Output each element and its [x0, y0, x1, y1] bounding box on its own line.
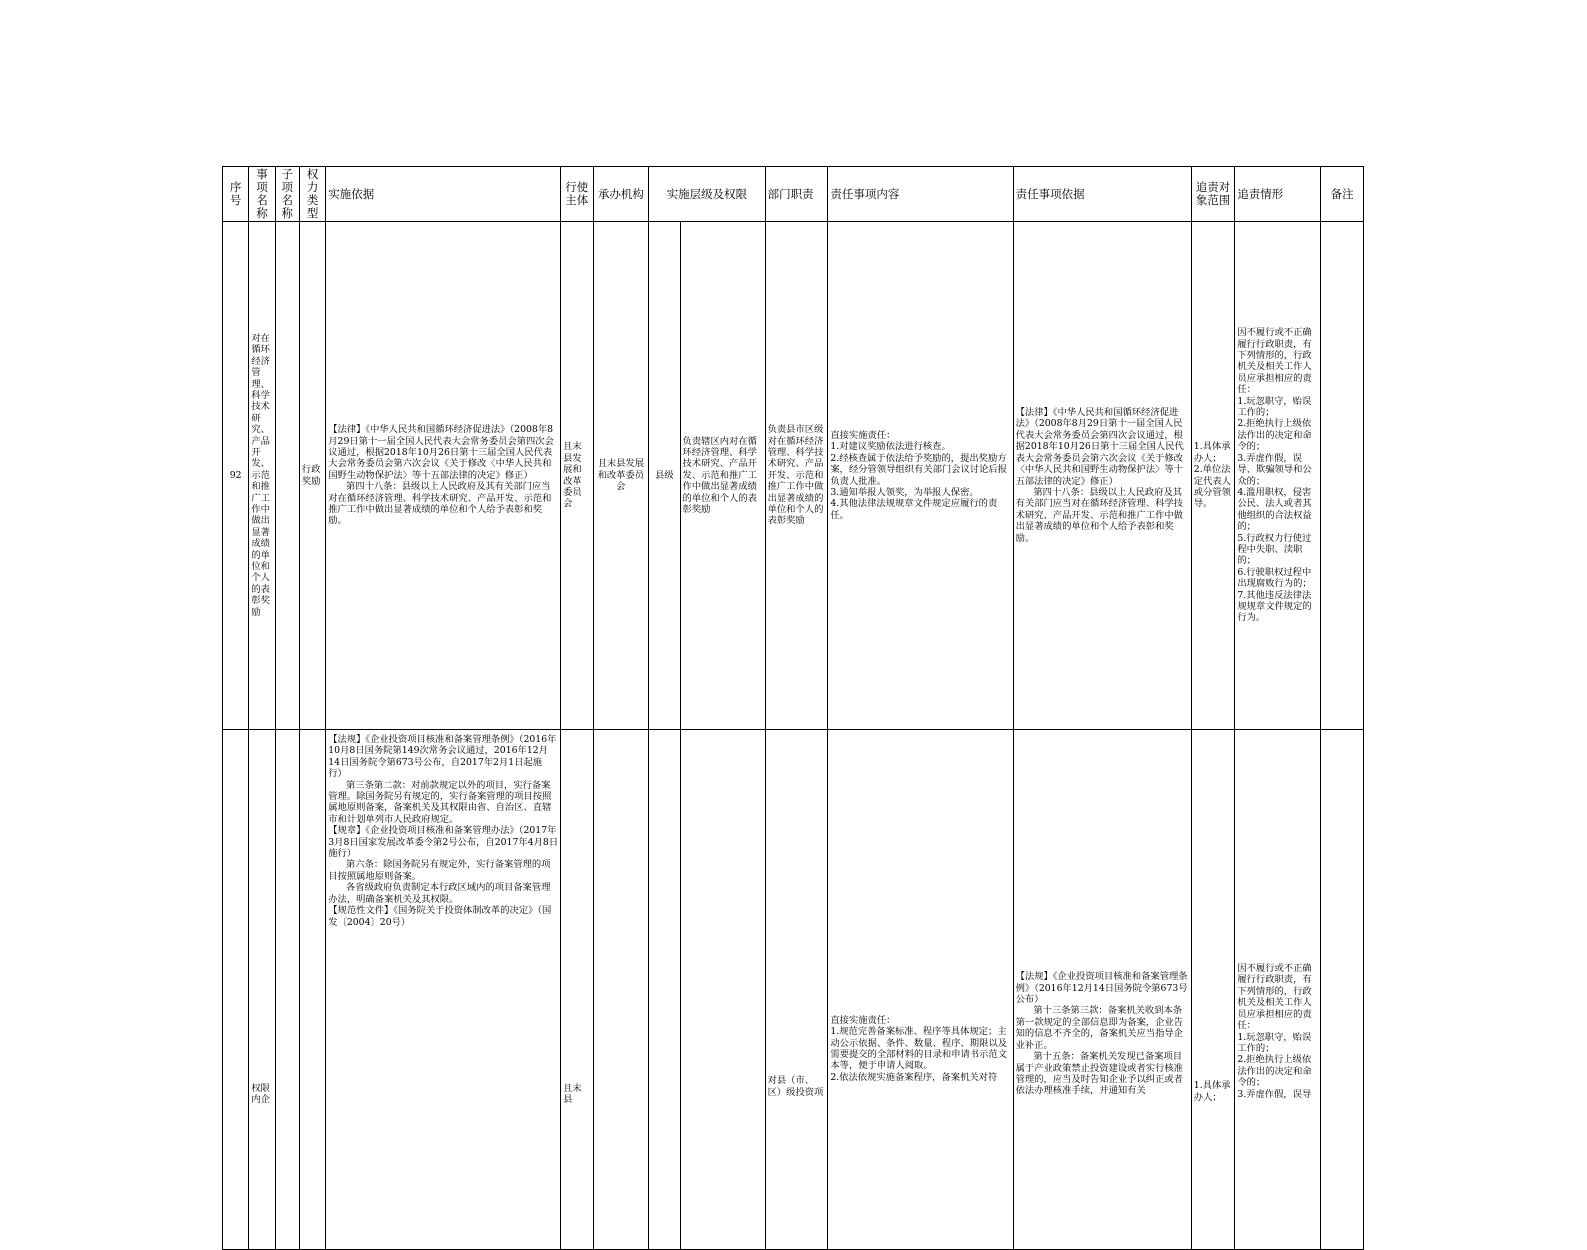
cell-item-name: 权限内企 — [249, 730, 275, 1250]
header-scope: 追责对象范围 — [1191, 167, 1235, 222]
cell-power-type — [299, 730, 325, 1250]
header-level: 实施层级及权限 — [649, 167, 765, 222]
cell-remark — [1321, 730, 1364, 1250]
table-row — [223, 730, 1364, 1250]
cell-level: 县级 — [649, 222, 680, 730]
cell-situation: 因不履行或不正确履行行政职责，有下列情形的，行政机关及相关工作人员应承担相应的责任： 1.玩忽职守，贻误工作的； 2.拒绝执行上级依法作出的决定和命令的； 3.弄虚作假，误导、欺骗领导和公众的； 4.滥用职权，侵害公民、法人或者其他组织的合法权益的； 5.行政权力行使过程中失职、渎职的； 6.行驶职权过程中出现腐败行为的； 7.其他违反法律法规规章文件规定的行为。 — [1235, 222, 1321, 730]
cell-subject: 且末县 — [561, 730, 593, 1250]
header-seq: 序号 — [223, 167, 249, 222]
cell-dept-duty: 负责县市区级对在循环经济管理、科学技术研究、产品开发、示范和推广工作中做出显著成绩的单位和个人的表彰奖励 — [765, 222, 828, 730]
header-sub-item: 子项名称 — [275, 167, 299, 222]
cell-resp-basis: 【法律】《中华人民共和国循环经济促进法》（2008年8月29日第十一届全国人民代表大会常务委员会第四次会议通过，根据2018年10月26日第十三届全国人民代表大会常务委员会第六次会议《关于修改〈中华人民共和国野生动物保护法〉等十五部法律的决定》修正） 第四十八条：县级以上人民政府及其有关部门应当对在循环经济管理、科学技术研究、产品开发、示范和推广工作中做出显著成绩的单位和个人给予表彰和奖励。 — [1013, 222, 1191, 730]
responsibility-list-table — [222, 166, 1364, 1105]
cell-scope: 1.具体承办人； 2.单位法定代表人或分管领导。 — [1191, 222, 1235, 730]
header-row — [223, 167, 1364, 222]
cell-basis: 【法律】《中华人民共和国循环经济促进法》（2008年8月29日第十一届全国人民代表大会常务委员会第四次会议通过，根据2018年10月26日第十三届全国人民代表大会常务委员会第六次会议《关于修改〈中华人民共和国野生动物保护法〉等十五部法律的决定》修正） 第四十八条：县级以上人民政府及其有关部门应当对在循环经济管理、科学技术研究、产品开发、示范和推广工作中做出显著成绩的单位和个人给予表彰和奖励。 — [326, 222, 561, 730]
cell-subject: 且末县发展和改革委员会 — [561, 222, 593, 730]
header-subject: 行使主体 — [561, 167, 593, 222]
header-item-name: 事项名称 — [249, 167, 275, 222]
header-basis: 实施依据 — [326, 167, 561, 222]
cell-situation: 因不履行或不正确履行行政职责，有下列情形的，行政机关及相关工作人员应承担相应的责任： 1.玩忽职守，贻误工作的； 2.拒绝执行上级依法作出的决定和命令的； 3.弄虚作假，误导 — [1235, 730, 1321, 1250]
header-situation: 追责情形 — [1235, 167, 1321, 222]
cell-level — [649, 730, 680, 1250]
cell-sub-item — [275, 222, 299, 730]
cell-agency — [593, 730, 649, 1250]
cell-remark — [1321, 222, 1364, 730]
cell-scope: 1.具体承办人； — [1191, 730, 1235, 1250]
cell-resp-content: 直接实施责任： 1.规范完善备案标准、程序等具体规定；主动公示依据、条件、数量、程序、期限以及需要提交的全部材料的目录和申请书示范文本等，便于申请人阅取。 2.依法依规实施备案程序，备案机关对符 — [828, 730, 1013, 1250]
header-power-type: 权力类型 — [299, 167, 325, 222]
header-resp-content: 责任事项内容 — [828, 167, 1013, 222]
header-remark: 备注 — [1321, 167, 1364, 222]
cell-power-type: 行政奖励 — [299, 222, 325, 730]
cell-seq: 92 — [223, 222, 249, 730]
table-row — [223, 222, 1364, 730]
cell-seq — [223, 730, 249, 1250]
cell-basis: 【法规】《企业投资项目核准和备案管理条例》（2016年10月8日国务院第149次常务会议通过，2016年12月14日国务院令第673号公布，自2017年2月1日起施行） 第三条第二款：对前款规定以外的项目，实行备案管理。除国务院另有规定的，实行备案管理的项目按照属地原则备案，备案机关及其权限由省、自治区、直辖市和计划单列市人民政府规定。 【规章】《企业投资项目核准和备案管理办法》（2017年3月8日国家发展改革委令第2号公布，自2017年4月8日施行） 第六条：除国务院另有规定外，实行备案管理的项目按照属地原则备案。 各省级政府负责制定本行政区域内的项目备案管理办法，明确备案机关及其权限。 【规范性文件】《国务院关于投资体制改革的决定》（国发〔2004〕20号） — [326, 730, 561, 1250]
cell-dept-duty: 对县（市、区）级投资项 — [765, 730, 828, 1250]
cell-item-name: 对在循环经济管理、科学技术研究、产品开发、示范和推广工作中做出显著成绩的单位和个人的表彰奖励 — [249, 222, 275, 730]
cell-agency: 且末县发展和改革委员会 — [593, 222, 649, 730]
cell-resp-basis: 【法规】《企业投资项目核准和备案管理条例》（2016年12月14日国务院令第673号公布） 第十三条第三款：备案机关收到本条第一款规定的全部信息即为备案，企业告知的信息不齐全的，备案机关应当指导企业补正。 第十五条：备案机关发现已备案项目属于产业政策禁止投资建设或者实行核准管理的，应当及时告知企业予以纠正或者依法办理核准手续，并通知有关 — [1013, 730, 1191, 1250]
cell-level-detail — [680, 730, 765, 1250]
cell-level-detail: 负责辖区内对在循环经济管理、科学技术研究、产品开发、示范和推广工作中做出显著成绩的单位和个人的表彰奖励 — [680, 222, 765, 730]
header-resp-basis: 责任事项依据 — [1013, 167, 1191, 222]
cell-resp-content: 直接实施责任： 1.对建议奖励依法进行核查。 2.经核查属于依法给予奖励的，提出奖励方案，经分管领导组织有关部门会议讨论后报负责人批准。 3.通知举报人领奖，为举报人保密。 4.其他法律法规规章文件规定应履行的责任。 — [828, 222, 1013, 730]
header-agency: 承办机构 — [593, 167, 649, 222]
cell-sub-item — [275, 730, 299, 1250]
header-dept-duty: 部门职责 — [765, 167, 828, 222]
